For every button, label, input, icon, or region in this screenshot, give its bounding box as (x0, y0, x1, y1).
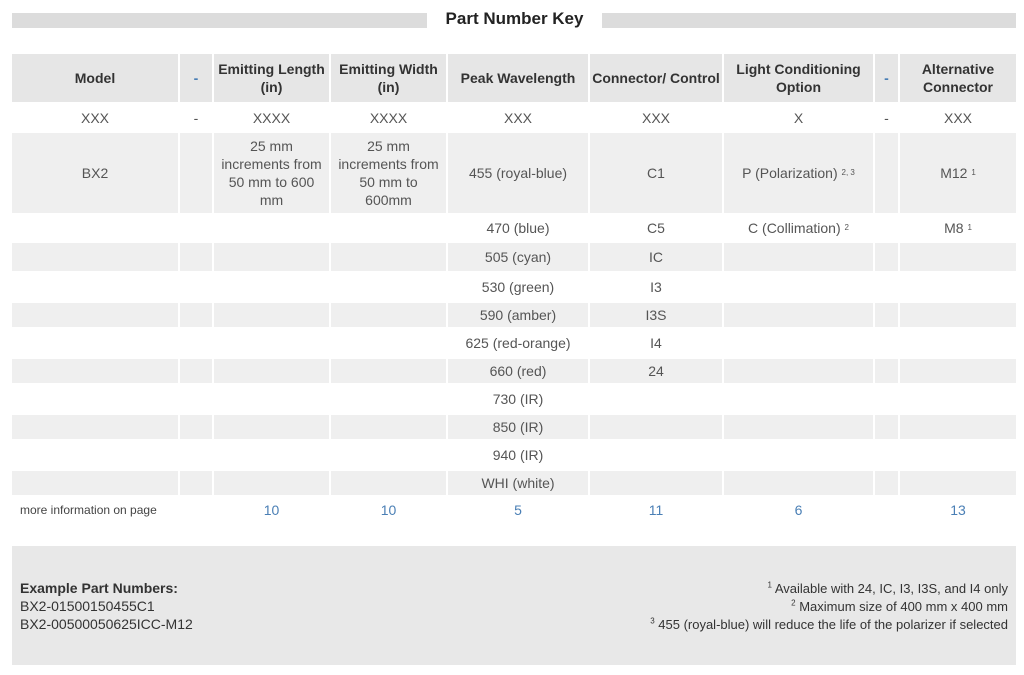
header-alternative-connector: Alternative Connector (900, 54, 1016, 102)
empty-cell (214, 216, 329, 240)
empty-cell (724, 303, 873, 327)
empty-cell (900, 386, 1016, 412)
more-info-label: more information on page (20, 503, 157, 517)
empty-cell (724, 274, 873, 300)
empty-cell (214, 274, 329, 300)
wavelength-option: 470 (blue) (486, 220, 550, 236)
wavelength-option: 530 (green) (481, 279, 555, 295)
footnote: $^2$ Maximum size of 400 mm x 400 mm (791, 598, 1008, 614)
empty-cell (900, 274, 1016, 300)
example-part-number: BX2-00500050625ICC-M12 (20, 616, 193, 632)
empty-cell (724, 243, 873, 271)
empty-cell (875, 415, 898, 439)
wavelength-option: 505 (cyan) (448, 243, 588, 271)
page-link-width[interactable]: 10 (380, 502, 397, 518)
empty-cell (331, 243, 446, 271)
empty-cell (214, 471, 329, 495)
empty-cell (331, 330, 446, 356)
empty-cell (12, 243, 178, 271)
empty-cell (331, 415, 446, 439)
empty-cell (724, 386, 873, 412)
emitting-length-value: 25 mm increments from 50 mm to 600 mm (214, 133, 329, 213)
empty-cell (590, 415, 722, 439)
code-cell: XXXX (252, 110, 291, 126)
empty-cell (331, 303, 446, 327)
empty-cell (875, 442, 898, 468)
empty-cell (180, 415, 212, 439)
header-emitting-length: Emitting Length (in) (214, 54, 329, 102)
empty-cell (724, 415, 873, 439)
empty-cell (590, 471, 722, 495)
connector-option: IC (590, 243, 722, 271)
empty-cell (12, 303, 178, 327)
empty-cell (331, 216, 446, 240)
header-dash: - (875, 54, 898, 102)
empty-cell (12, 216, 178, 240)
footnote: $^3$ 455 (royal-blue) will reduce the life of the polarizer if selected (650, 616, 1008, 632)
empty-cell (900, 471, 1016, 495)
empty-cell (180, 442, 212, 468)
empty-cell (900, 330, 1016, 356)
page-link-alt[interactable]: 13 (950, 502, 966, 518)
empty-cell (12, 415, 178, 439)
header-connector-control: Connector/ Control (590, 54, 722, 102)
empty-cell (875, 133, 898, 213)
example-part-number: BX2-01500150455C1 (20, 598, 155, 614)
empty-cell (180, 243, 212, 271)
page-link-connector[interactable]: 11 (648, 502, 664, 518)
empty-cell (214, 415, 329, 439)
empty-cell (875, 243, 898, 271)
wavelength-option: WHI (white) (448, 471, 588, 495)
code-cell: XXX (641, 110, 670, 126)
connector-option: C5 (647, 220, 665, 236)
empty-cell (214, 243, 329, 271)
empty-cell (724, 471, 873, 495)
empty-cell (180, 359, 212, 383)
empty-cell (12, 274, 178, 300)
empty-cell (180, 133, 212, 213)
empty-cell (331, 386, 446, 412)
empty-cell (900, 442, 1016, 468)
header-dash: - (180, 54, 212, 102)
empty-cell (331, 359, 446, 383)
wavelength-option: 850 (IR) (448, 415, 588, 439)
code-cell: XXXX (369, 110, 408, 126)
empty-cell (214, 303, 329, 327)
empty-cell (12, 471, 178, 495)
empty-cell (214, 386, 329, 412)
page-link-wavelength[interactable]: 5 (514, 502, 522, 518)
page-title: Part Number Key (445, 9, 584, 28)
empty-cell (180, 386, 212, 412)
wavelength-option: 660 (red) (448, 359, 588, 383)
title-bar (12, 0, 1016, 40)
empty-cell (214, 359, 329, 383)
empty-cell (12, 386, 178, 412)
wavelength-option: 590 (amber) (448, 303, 588, 327)
title-rule-left (12, 13, 427, 28)
emitting-width-value: 25 mm increments from 50 mm to 600mm (331, 133, 446, 213)
empty-cell (590, 442, 722, 468)
footnote: $^1$ Available with 24, IC, I3, I3S, and I4 only (767, 580, 1008, 596)
empty-cell (180, 216, 212, 240)
empty-cell (875, 386, 898, 412)
empty-cell (331, 442, 446, 468)
footer-panel (12, 546, 1016, 665)
example-title: Example Part Numbers: (20, 580, 178, 596)
code-cell: XXX (80, 110, 109, 126)
empty-cell (214, 442, 329, 468)
empty-cell (12, 442, 178, 468)
empty-cell (331, 471, 446, 495)
connector-option: 24 (590, 359, 722, 383)
wavelength-option: 455 (royal-blue) (448, 133, 588, 213)
header-model: Model (12, 54, 178, 102)
model-value: BX2 (12, 133, 178, 213)
light-option: C (Collimation) 2 (748, 220, 849, 236)
header-peak-wavelength: Peak Wavelength (448, 54, 588, 102)
empty-cell (875, 216, 898, 240)
header-emitting-width: Emitting Width (in) (331, 54, 446, 102)
empty-cell (12, 330, 178, 356)
page-link-light[interactable]: 6 (794, 502, 803, 518)
connector-option: I4 (650, 335, 662, 351)
code-cell: XXX (943, 110, 972, 126)
alt-connector-option: M8 1 (944, 220, 972, 236)
page-link-length[interactable]: 10 (263, 502, 280, 518)
code-cell: X (793, 110, 804, 126)
alt-connector-option: M12 1 (900, 133, 1016, 213)
empty-cell (180, 274, 212, 300)
wavelength-option: 730 (IR) (492, 391, 544, 407)
empty-cell (214, 330, 329, 356)
empty-cell (590, 386, 722, 412)
empty-cell (900, 243, 1016, 271)
connector-option: C1 (590, 133, 722, 213)
wavelength-option: 940 (IR) (492, 447, 544, 463)
empty-cell (180, 471, 212, 495)
code-cell: - (884, 110, 889, 126)
empty-cell (724, 330, 873, 356)
connector-option: I3 (650, 279, 662, 295)
code-cell: XXX (503, 110, 532, 126)
empty-cell (180, 330, 212, 356)
empty-cell (875, 330, 898, 356)
empty-cell (875, 303, 898, 327)
title-rule-right (602, 13, 1016, 28)
light-option: P (Polarization) 2, 3 (724, 133, 873, 213)
empty-cell (875, 471, 898, 495)
empty-cell (900, 415, 1016, 439)
empty-cell (900, 359, 1016, 383)
code-cell: - (193, 110, 199, 126)
wavelength-option: 625 (red-orange) (465, 335, 571, 351)
connector-option: I3S (590, 303, 722, 327)
empty-cell (724, 442, 873, 468)
empty-cell (875, 359, 898, 383)
empty-cell (180, 303, 212, 327)
empty-cell (900, 303, 1016, 327)
empty-cell (331, 274, 446, 300)
header-light-conditioning: Light Conditioning Option (724, 54, 873, 102)
empty-cell (12, 359, 178, 383)
empty-cell (875, 274, 898, 300)
empty-cell (724, 359, 873, 383)
